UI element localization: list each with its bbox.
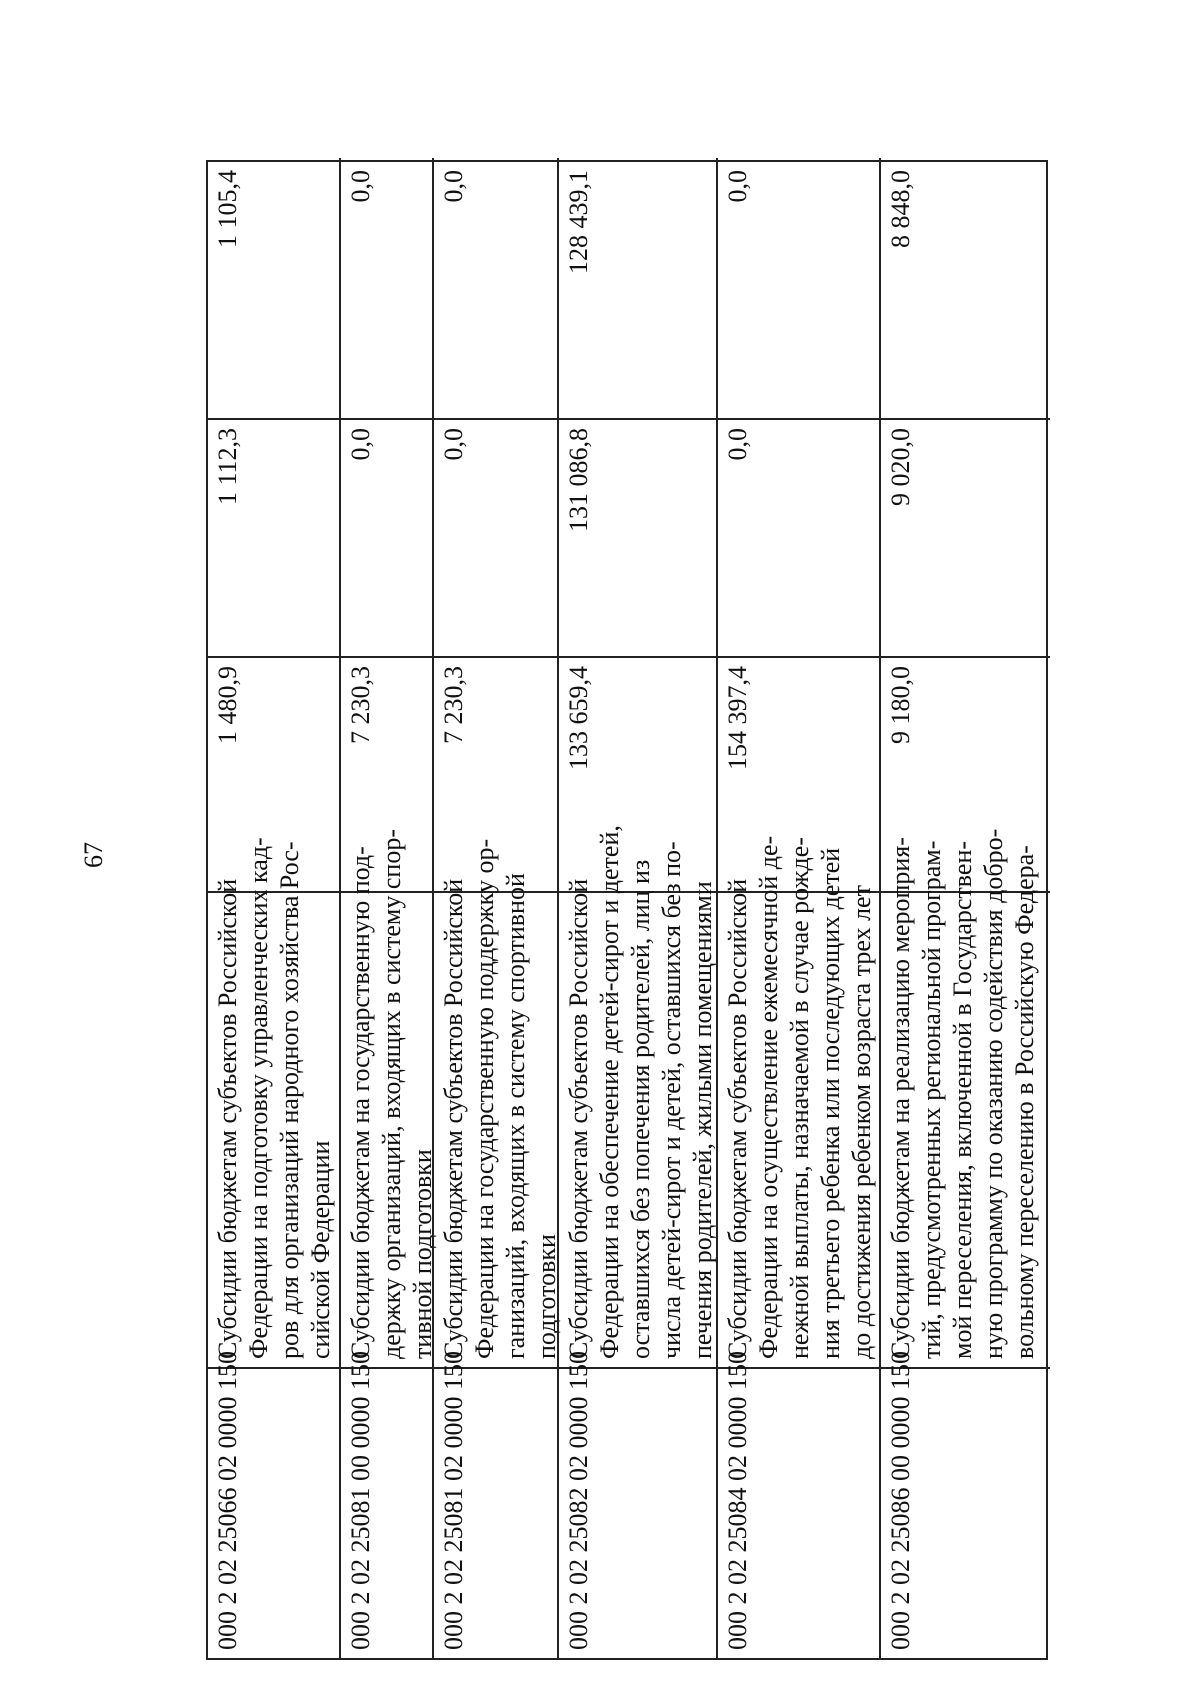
description-line: Федерации на осуществление ежемесячной де- bbox=[754, 835, 783, 1359]
row-value-1: 1 480,9 bbox=[208, 656, 339, 891]
row-code: 000 2 02 25084 02 0000 150 bbox=[718, 1367, 879, 1658]
table-row bbox=[339, 158, 437, 1658]
description-line: тивной подготовки bbox=[408, 1149, 437, 1359]
description-line: ния третьего ребенка или последующих детей bbox=[816, 847, 845, 1359]
row-description bbox=[559, 825, 717, 1367]
rotated-table-container bbox=[206, 160, 1048, 1660]
row-value-2: 9 020,0 bbox=[881, 418, 1050, 656]
row-value-2: 0,0 bbox=[718, 418, 879, 656]
description-line: Субсидии бюджетам субъектов Российской bbox=[439, 878, 468, 1359]
row-value-2: 0,0 bbox=[341, 418, 432, 656]
row-description bbox=[881, 828, 1050, 1367]
row-value-1: 133 659,4 bbox=[559, 656, 716, 891]
description-line: ную программу по оказанию содействия добро- bbox=[979, 828, 1008, 1359]
row-description bbox=[718, 835, 879, 1367]
row-value-3: 0,0 bbox=[346, 170, 375, 203]
budget-table bbox=[206, 160, 1048, 1660]
row-value-3: 0,0 bbox=[439, 170, 468, 203]
description-line: Федерации на государственную поддержку ор- bbox=[470, 838, 499, 1359]
row-value-3: 8 848,0 bbox=[886, 170, 915, 248]
row-value-1: 7 230,3 bbox=[434, 656, 557, 891]
table-row bbox=[879, 158, 1050, 1658]
table-row bbox=[716, 158, 879, 1658]
description-line: Субсидии бюджетам на реализацию мероприя- bbox=[886, 837, 915, 1359]
description-line: оставшихся без попечения родителей, лиц из bbox=[626, 859, 655, 1359]
description-line: Субсидии бюджетам на государственную под- bbox=[346, 846, 375, 1359]
table-row bbox=[208, 158, 339, 1658]
row-value-2: 0,0 bbox=[434, 418, 557, 656]
row-value-2: 131 086,8 bbox=[559, 418, 716, 656]
description-line: числа детей-сирот и детей, оставшихся без по- bbox=[657, 841, 686, 1359]
row-value-1: 154 397,4 bbox=[718, 656, 879, 891]
description-line: мой переселения, включенной в Государствен- bbox=[948, 840, 977, 1359]
description-line: Федерации на подготовку управленческих кад- bbox=[244, 837, 273, 1359]
description-line: держку организаций, входящих в систему спор- bbox=[377, 829, 406, 1359]
row-description bbox=[434, 838, 561, 1367]
row-code: 000 2 02 25081 02 0000 150 bbox=[434, 1367, 557, 1658]
table-row bbox=[432, 158, 561, 1658]
row-description bbox=[341, 829, 437, 1367]
description-line: вольному переселению в Российскую Федера- bbox=[1010, 845, 1039, 1359]
row-code: 000 2 02 25082 02 0000 150 bbox=[559, 1367, 716, 1658]
row-value-1: 9 180,0 bbox=[881, 656, 1050, 891]
row-value-1: 7 230,3 bbox=[341, 656, 432, 891]
row-code: 000 2 02 25086 00 0000 150 bbox=[881, 1367, 1050, 1658]
row-value-2: 1 112,3 bbox=[208, 418, 339, 656]
description-line: Субсидии бюджетам субъектов Российской bbox=[213, 878, 242, 1359]
row-value-3: 1 105,4 bbox=[213, 170, 242, 248]
description-line: печения родителей, жилыми помещениями bbox=[688, 881, 717, 1359]
description-line: нежной выплаты, назначаемой в случае рожде- bbox=[785, 837, 814, 1359]
description-line: ганизаций, входящих в систему спортивной bbox=[501, 873, 530, 1359]
description-line: Субсидии бюджетам субъектов Российской bbox=[564, 878, 593, 1359]
row-code: 000 2 02 25081 00 0000 150 bbox=[341, 1367, 432, 1658]
description-line: подготовки bbox=[532, 1234, 561, 1359]
row-value-3: 128 439,1 bbox=[564, 170, 593, 274]
page-number: 67 bbox=[79, 842, 108, 868]
description-line: тий, предусмотренных региональной програм- bbox=[917, 840, 946, 1359]
description-line: ров для организаций народного хозяйства Рос- bbox=[275, 841, 304, 1359]
row-description bbox=[208, 837, 339, 1367]
table-row bbox=[557, 158, 716, 1658]
description-line: сийской Федерации bbox=[306, 1140, 335, 1359]
row-code: 000 2 02 25066 02 0000 150 bbox=[208, 1367, 339, 1658]
description-line: до достижения ребенком возраста трех лет bbox=[847, 885, 876, 1359]
description-line: Федерации на обеспечение детей-сирот и детей, bbox=[595, 825, 624, 1359]
row-value-3: 0,0 bbox=[723, 170, 752, 203]
description-line: Субсидии бюджетам субъектов Российской bbox=[723, 878, 752, 1359]
